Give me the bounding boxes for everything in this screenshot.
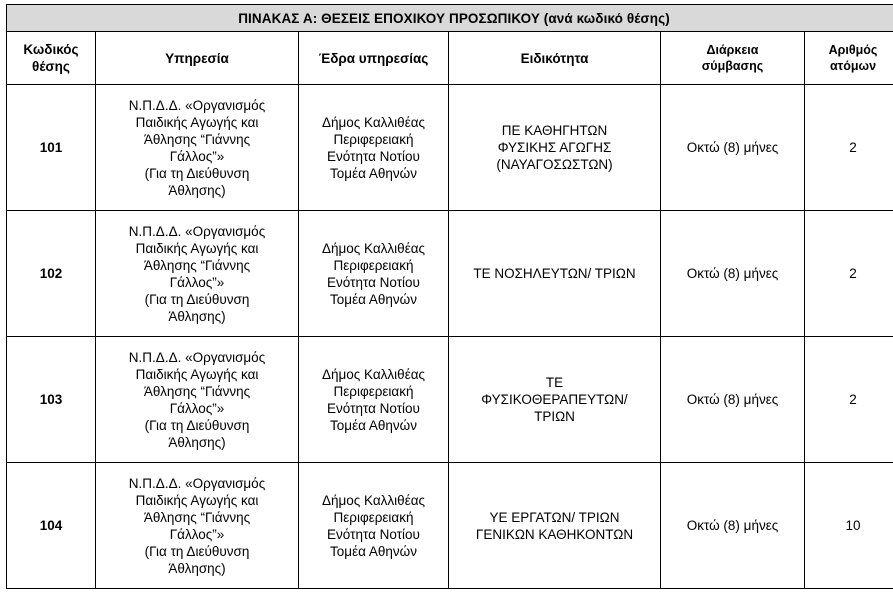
service-line: (Για τη Διεύθυνση: [144, 291, 250, 307]
seat-line: Ενότητα Νοτίου: [327, 148, 420, 164]
count-cell: 2: [805, 85, 893, 211]
service-line: Γάλλος”»: [169, 148, 225, 164]
header-specialty: Ειδικότητα: [449, 32, 661, 85]
count-cell: 2: [805, 211, 893, 337]
specialty-line: ΓΕΝΙΚΩΝ ΚΑΘΗΚΟΝΤΩΝ: [475, 526, 634, 542]
service-line: (Για τη Διεύθυνση: [144, 543, 250, 559]
header-count-line: Αριθμός: [828, 43, 878, 57]
header-count-line: ατόμων: [829, 59, 877, 73]
header-service: Υπηρεσία: [96, 32, 299, 85]
service-line: Άθλησης “Γιάννης: [143, 131, 251, 147]
header-duration-line: Διάρκεια: [706, 43, 759, 57]
service-line: (Για τη Διεύθυνση: [144, 417, 250, 433]
seat-line: Περιφερειακή: [333, 509, 414, 525]
table-row: [7, 85, 893, 211]
seat-cell: [299, 211, 449, 337]
count-cell: 2: [805, 337, 893, 463]
header-code: [7, 32, 96, 85]
service-line: Παιδικής Αγωγής και: [135, 240, 259, 256]
duration-cell: Οκτώ (8) μήνες: [661, 463, 805, 589]
seat-line: Περιφερειακή: [333, 383, 414, 399]
service-cell: [96, 463, 299, 589]
header-count: [805, 32, 893, 85]
service-line: Άθλησης “Γιάννης: [143, 257, 251, 273]
service-line: Γάλλος”»: [169, 526, 225, 542]
seat-line: Τομέα Αθηνών: [330, 543, 417, 559]
specialty-cell: [449, 211, 661, 337]
specialty-line: ΤΕ ΝΟΣΗΛΕΥΤΩΝ/ ΤΡΙΩΝ: [473, 266, 636, 281]
service-cell: [96, 337, 299, 463]
service-line: Άθλησης): [168, 182, 226, 198]
specialty-line: ΤΡΙΩΝ: [534, 409, 575, 424]
service-line: Παιδικής Αγωγής και: [135, 366, 259, 382]
service-line: Άθλησης “Γιάννης: [143, 383, 251, 399]
service-line: (Για τη Διεύθυνση: [144, 165, 250, 181]
service-line: Άθλησης): [168, 308, 226, 324]
service-line: Γάλλος”»: [169, 400, 225, 416]
service-line: Ν.Π.Δ.Δ. «Οργανισμός: [128, 475, 266, 491]
service-line: Άθλησης “Γιάννης: [143, 509, 251, 525]
position-code: 101: [7, 85, 96, 211]
service-cell: [96, 211, 299, 337]
specialty-line: ΦΥΣΙΚΗΣ ΑΓΩΓΗΣ: [497, 140, 612, 155]
seat-line: Τομέα Αθηνών: [330, 165, 417, 181]
service-line: Ν.Π.Δ.Δ. «Οργανισμός: [128, 97, 266, 113]
duration-cell: Οκτώ (8) μήνες: [661, 85, 805, 211]
table-title: ΠΙΝΑΚΑΣ Α: ΘΕΣΕΙΣ ΕΠΟΧΙΚΟΥ ΠΡΟΣΩΠΙΚΟΥ (ανά κωδικό θέσης): [7, 5, 893, 32]
position-code: 102: [7, 211, 96, 337]
seat-line: Δήμος Καλλιθέας: [321, 366, 426, 382]
specialty-line: ΥΕ ΕΡΓΑΤΩΝ/ ΤΡΙΩΝ: [489, 509, 620, 525]
duration-cell: Οκτώ (8) μήνες: [661, 211, 805, 337]
seat-line: Ενότητα Νοτίου: [327, 274, 420, 290]
service-line: Ν.Π.Δ.Δ. «Οργανισμός: [128, 223, 266, 239]
position-code: 104: [7, 463, 96, 589]
header-seat: Έδρα υπηρεσίας: [299, 32, 449, 85]
service-line: Γάλλος”»: [169, 274, 225, 290]
service-line: Παιδικής Αγωγής και: [135, 114, 259, 130]
seat-cell: [299, 337, 449, 463]
seat-line: Τομέα Αθηνών: [330, 417, 417, 433]
specialty-cell: [449, 337, 661, 463]
seat-line: Ενότητα Νοτίου: [327, 400, 420, 416]
positions-table: [6, 4, 893, 589]
table-row: [7, 463, 893, 589]
service-line: Άθλησης): [168, 560, 226, 576]
specialty-line: ΦΥΣΙΚΟΘΕΡΑΠΕΥΤΩΝ/: [481, 392, 628, 407]
seat-line: Δήμος Καλλιθέας: [321, 492, 426, 508]
count-cell: 10: [805, 463, 893, 589]
service-cell: [96, 85, 299, 211]
seat-line: Ενότητα Νοτίου: [327, 526, 420, 542]
specialty-line: (ΝΑΥΑΓΟΣΩΣΤΩΝ): [496, 157, 613, 172]
specialty-cell: [449, 463, 661, 589]
seat-line: Περιφερειακή: [333, 257, 414, 273]
service-line: Παιδικής Αγωγής και: [135, 492, 259, 508]
seat-line: Περιφερειακή: [333, 131, 414, 147]
specialty-line: ΠΕ ΚΑΘΗΓΗΤΩΝ: [501, 123, 608, 138]
header-duration-line: σύμβασης: [701, 59, 764, 73]
seat-line: Δήμος Καλλιθέας: [321, 240, 426, 256]
duration-cell: Οκτώ (8) μήνες: [661, 337, 805, 463]
seat-line: Δήμος Καλλιθέας: [321, 114, 426, 130]
seat-cell: [299, 463, 449, 589]
specialty-line: ΤΕ: [545, 375, 564, 390]
header-code-line: θέσης: [32, 59, 70, 74]
specialty-cell: [449, 85, 661, 211]
table-row: [7, 211, 893, 337]
seat-cell: [299, 85, 449, 211]
service-line: Ν.Π.Δ.Δ. «Οργανισμός: [128, 349, 266, 365]
position-code: 103: [7, 337, 96, 463]
seat-line: Τομέα Αθηνών: [330, 291, 417, 307]
service-line: Άθλησης): [168, 434, 226, 450]
table-row: [7, 337, 893, 463]
header-code-line: Κωδικός: [23, 42, 79, 57]
header-duration: [661, 32, 805, 85]
